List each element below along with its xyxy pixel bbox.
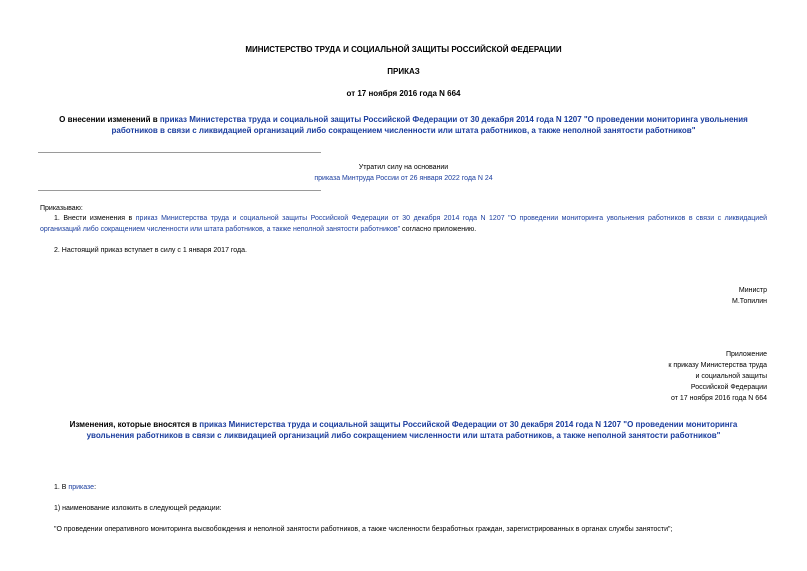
p1-prefix: 1. В bbox=[54, 484, 69, 491]
changes-item-2: 1) наименование изложить в следующей редакции: bbox=[54, 505, 222, 512]
body-item-1 bbox=[40, 213, 767, 235]
title-prefix: О внесении изменений в bbox=[59, 115, 160, 124]
document-title bbox=[40, 114, 767, 136]
changes-item-3: "О проведении оперативного мониторинга высвобождения и неполной занятости работников, а также численности безработных граждан, зарегистрированных в органах службы занятости"; bbox=[54, 526, 673, 533]
p1-suffix: : bbox=[94, 484, 97, 491]
item1-prefix: 1. Внести изменения в bbox=[54, 215, 136, 222]
signature-name: М.Топилин bbox=[732, 298, 767, 305]
title-link[interactable]: приказ Министерства труда и социальной защиты Российской Федерации от 30 декабря 2014 года N 1207 "О проведении мониторинга увольнения работников в связи с ликвидацией организаций либо сокращением численности или штата работников, а также неполной занятости работников" bbox=[111, 115, 748, 135]
appendix-line-1: Приложение bbox=[725, 351, 767, 358]
order-word: Приказываю: bbox=[40, 205, 83, 212]
changes-link[interactable]: приказ Министерства труда и социальной защиты Российской Федерации от 30 декабря 2014 года N 1207 "О проведении мониторинга увольнения работников в связи с ликвидацией организаций либо сокращением численности или штата работников, а также неполной занятости работников" bbox=[86, 420, 738, 440]
item1-suffix: согласно приложению. bbox=[400, 226, 477, 233]
separator-top bbox=[38, 152, 321, 153]
appendix-line-2: к приказу Министерства труда bbox=[668, 362, 767, 369]
separator-bottom bbox=[38, 190, 321, 191]
appendix-line-3: и социальной защиты bbox=[695, 373, 767, 380]
ministry-heading: МИНИСТЕРСТВО ТРУДА И СОЦИАЛЬНОЙ ЗАЩИТЫ РОССИЙСКОЙ ФЕДЕРАЦИИ bbox=[245, 45, 562, 54]
status-line: Утратил силу на основании bbox=[358, 164, 449, 171]
changes-prefix: Изменения, которые вносятся в bbox=[69, 420, 200, 429]
status-link[interactable]: приказа Минтруда России от 26 января 2022 года N 24 bbox=[314, 175, 493, 182]
changes-heading bbox=[45, 419, 762, 441]
signature-position: Министр bbox=[738, 287, 767, 294]
p1-link[interactable]: приказе bbox=[68, 484, 95, 491]
doc-date-number: от 17 ноября 2016 года N 664 bbox=[346, 89, 461, 98]
appendix-line-4: Российской Федерации bbox=[690, 384, 767, 391]
doc-type-heading: ПРИКАЗ bbox=[387, 67, 420, 76]
appendix-line-5: от 17 ноября 2016 года N 664 bbox=[671, 395, 767, 402]
body-item-2: 2. Настоящий приказ вступает в силу с 1 января 2017 года. bbox=[54, 247, 247, 254]
changes-item-1 bbox=[54, 482, 96, 493]
item1-link[interactable]: приказ Министерства труда и социальной защиты Российской Федерации от 30 декабря 2014 года N 1207 "О проведении мониторинга увольнения работников в связи с ликвидацией организаций либо сокращением численности или штата работников, а также неполной занятости работников" bbox=[40, 215, 767, 233]
